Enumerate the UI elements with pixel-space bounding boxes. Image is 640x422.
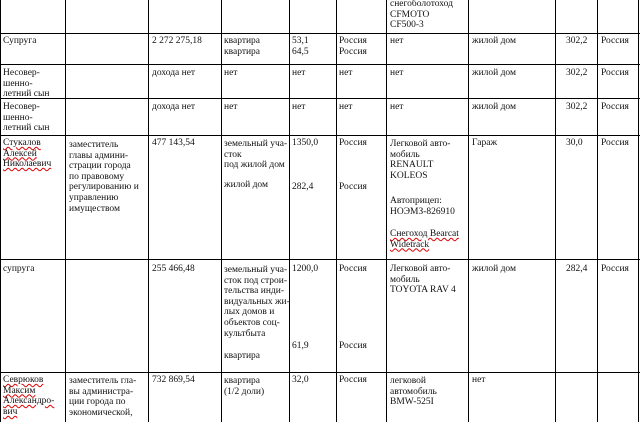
owned-type-cell: земельный уча- сток под жилой дом bbox=[224, 139, 288, 171]
used-area-cell: 302,2 bbox=[566, 102, 588, 112]
position-cell: заместитель гла- вы администра- ции города по экономической, bbox=[69, 376, 137, 418]
vehicle-cell: Автоприцеп: НОЭМЗ-826910 bbox=[390, 196, 455, 217]
owned-country-cell: Россия bbox=[339, 138, 367, 148]
row-divider bbox=[0, 259, 640, 260]
owned-type-cell: нет bbox=[224, 102, 238, 112]
income-cell: 732 869,54 bbox=[152, 375, 195, 385]
person-cell: супруга bbox=[3, 264, 35, 274]
row-divider bbox=[0, 33, 640, 34]
vehicle-cell: Снегоход Bearcat Widetrack bbox=[390, 229, 459, 250]
row-divider bbox=[0, 372, 640, 373]
used-country-cell: Россия bbox=[601, 264, 629, 274]
owned-type-cell: земельный уча- сток под строи- тельства инди- видуальных жи- лых домов и объектов соц- культбыта bbox=[224, 265, 290, 339]
owned-type-cell: квартира bbox=[224, 351, 261, 361]
owned-country-cell: нет bbox=[339, 102, 353, 112]
owned-area-cell: нет bbox=[292, 102, 306, 112]
owned-area-cell: 61,9 bbox=[292, 341, 309, 351]
income-cell: 2 272 275,18 bbox=[152, 36, 202, 46]
owned-area-cell: нет bbox=[292, 68, 306, 78]
used-area-cell: 282,4 bbox=[566, 264, 588, 274]
used-country-cell: Россия bbox=[601, 68, 629, 78]
vehicle-cell: снегоболотоход CFMOTO CF500-3 bbox=[390, 0, 453, 31]
vehicle-cell: нет bbox=[390, 68, 404, 78]
vehicle-cell: легковой автомобиль BMW-525I bbox=[390, 376, 437, 408]
owned-country-cell: Россия Россия bbox=[339, 36, 367, 57]
owned-country-cell: Россия bbox=[339, 182, 367, 192]
owned-type-cell: квартира квартира bbox=[224, 36, 261, 57]
row-divider bbox=[0, 98, 640, 99]
owned-type-cell: нет bbox=[224, 68, 238, 78]
vehicle-cell: Легковой авто- мобиль RENAULT KOLEOS bbox=[390, 139, 451, 181]
owned-area-cell: 32,0 bbox=[292, 375, 309, 385]
used-type-cell: нет bbox=[472, 375, 486, 385]
income-cell: 477 143,54 bbox=[152, 138, 195, 148]
person-cell: Севрюков Максим Александро- вич bbox=[3, 375, 55, 417]
used-country-cell: Россия bbox=[601, 36, 629, 46]
income-cell: дохода нет bbox=[152, 68, 196, 78]
owned-area-cell: 1200,0 bbox=[292, 264, 319, 274]
owned-country-cell: нет bbox=[339, 68, 353, 78]
person-cell: Несовер- шенно- летний сын bbox=[3, 102, 50, 134]
owned-type-cell: квартира (1/2 доли) bbox=[224, 376, 265, 397]
person-cell: Несовер- шенно- летний сын bbox=[3, 68, 50, 100]
owned-country-cell: Россия bbox=[339, 264, 367, 274]
row-divider bbox=[0, 64, 640, 65]
owned-area-cell: 1350,0 bbox=[292, 138, 319, 148]
used-area-cell: 30,0 bbox=[566, 138, 583, 148]
used-country-cell: Россия bbox=[601, 138, 629, 148]
owned-area-cell: 282,4 bbox=[292, 182, 314, 192]
owned-area-cell: 53,1 64,5 bbox=[292, 36, 309, 57]
used-area-cell: 302,2 bbox=[566, 68, 588, 78]
vehicle-cell: нет bbox=[390, 102, 404, 112]
owned-type-cell: жилой дом bbox=[224, 180, 269, 190]
used-area-cell: 302,2 bbox=[566, 36, 588, 46]
person-cell: Супруга bbox=[3, 36, 37, 46]
income-cell: 255 466,48 bbox=[152, 264, 195, 274]
person-cell: Стукалов Алексей Николаевич bbox=[3, 138, 52, 170]
used-country-cell: Россия bbox=[601, 102, 629, 112]
vehicle-cell: нет bbox=[390, 36, 404, 46]
used-type-cell: Гараж bbox=[472, 138, 498, 148]
position-cell: заместитель главы админи- страции города по правовому регулированию и управлению имуществом bbox=[69, 140, 139, 214]
used-type-cell: жилой дом bbox=[472, 68, 517, 78]
income-cell: дохода нет bbox=[152, 102, 196, 112]
used-type-cell: жилой дом bbox=[472, 264, 517, 274]
owned-country-cell: Россия bbox=[339, 341, 367, 351]
row-divider bbox=[0, 135, 640, 136]
owned-country-cell: Россия bbox=[339, 375, 367, 385]
vehicle-cell: Легковой авто- мобиль TOYOTA RAV 4 bbox=[390, 264, 456, 296]
used-type-cell: жилой дом bbox=[472, 102, 517, 112]
used-type-cell: жилой дом bbox=[472, 36, 517, 46]
